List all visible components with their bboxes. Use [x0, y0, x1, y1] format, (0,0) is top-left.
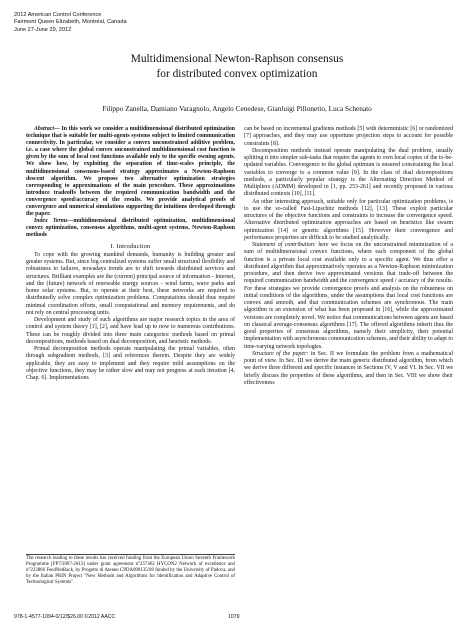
- right-paragraph-3: An other interesting approach, suitable only for particular optimization problems, is to use the so-called Fast-Lipschitz methods [12], [13]. These exploit particular structures of the objective functions and constraints to increase the convergence speed. Alternative distributed optimization approaches are based on heuristics like swarm optimization [14] or genetic algorithms [15]. However their convergence and performance properties are difficult to be studied analytically.: [244, 198, 453, 241]
- intro-paragraph-2: Development and study of such algorithms are major research topics in the area of control and system theory [1], [2], and have lead up to now to numerous contributions. These can be roughly divided into three main categories: methods based on primal decompositions, methods based on dual decomposition, and heuristic methods.: [26, 317, 235, 345]
- abstract-text: — In this work we consider a multidimensional distributed optimization technique that is suitable for multi-agents systems subject to limited communication connectivity. In particular, we consider a convex unconstrained additive problem, i.e. a case where the global convex unconstrained multidimensional cost function is given by the sum of local cost functions available only to the specific owning agents. We show how, by exploiting the separation of time-scales principle, the multidimensional consensus-based strategy approximates a Newton-Raphson descent algorithm. We propose two alternative optimization strategies corresponding to approximations of the main procedure. These approximations introduce tradeoffs between the required communication bandwidth and the convergence speed/accuracy of the results. We provide analytical proofs of convergence and numerical simulations supporting the intuitions developed through the paper.: [26, 126, 235, 218]
- contribution-paragraph: [244, 242, 453, 351]
- structure-paragraph: [244, 351, 453, 387]
- contribution-label: Statement of contribution:: [252, 242, 316, 248]
- right-column: [244, 126, 453, 387]
- page-number: 1079: [228, 614, 240, 620]
- conference-name: 2012 American Control Conference: [14, 12, 102, 18]
- copyright-line: 978-1-4577-1094-0/12/$26.00 ©2012 AACC: [14, 614, 116, 620]
- right-paragraph-1: can be based on incremental gradients methods [5] with deterministic [6] or randomized [7] approaches, and they may use opportune projection steps to account for possible constraints [8].: [244, 126, 453, 147]
- paper-title: [0, 52, 474, 81]
- contribution-text: here we focus on the unconstrained minimization of a sum of multidimensional convex functions, where each component of the global function is a private local cost available only to a specific agent. We thus offer a distributed algorithm that approximatively operates as a Newton-Raphson minimization procedure, and then derive two approximated versions that trade-off between the required communication bandwidth and the convergence speed / accuracy of the results. For these strategies we provide convergence proofs and analysis on the robustness on initial conditions of the algorithms, under the assumptions that local cost functions are convex and smooth, and that communication schemes are synchronous. The main algorithm is an extension of what has been proposed in [16], while the approximated versions are completely novel. We notice that communications between agents are based on classical average-consensus algorithms [17]. The offered algorithms inherit thus the good properties of consensus algorithms, namely their simplicity, their potential implementation with asynchronous communication schemes, and their ability to adapt to time-varying network topologies.: [244, 242, 453, 350]
- intro-paragraph-3: Primal decomposition methods operate manipulating the primal variables, often through subgradient methods, [3] and references therein. Despite they are widely applicable, they are easy to implement and they require mild assumptions on the objective functions, they may be rather slow and may not progress at each iteration [4, Chap. 6]. Implementations: [26, 346, 235, 381]
- right-paragraph-2: Decomposition methods instead operate manipulating the dual problem, usually splitting it into simpler sub-tasks that require the agents to own local copies of the to-be-updated variables. Convergence to the global optimum is ensured constraining the local variables to converge to a common value [9]. In the class of dual decompositions methods, a particularly popular strategy is the Alternating Direction Method of Multipliers (ADMM) developed in [1, pp. 253-261] and recently proposed in various distributed contexts [10], [11].: [244, 147, 453, 198]
- title-line-2: for distributed convex optimization: [156, 67, 318, 80]
- title-line-1: Multidimensional Newton-Raphson consensus: [130, 53, 344, 65]
- abstract: [26, 126, 235, 218]
- conference-dates: June 27-June 29, 2012: [14, 26, 72, 33]
- author-list: Filippo Zanella, Damiano Varagnolo, Angelo Cenedese, Gianluigi Pillonetto, Luca Schenato: [102, 104, 372, 113]
- section-heading-introduction: I. Introduction: [110, 242, 151, 250]
- left-column: [26, 126, 235, 382]
- funding-footnote: The research leading to these results has received funding from the European Union Seventh Framework Programme [FP7/2007-2013] under grant agreement n°257462 HYCON2 Network of excellence and n°223866 FeedNetBack, by Progetto di Ateneo CPDA090135/09 funded by the University of Padova, and by the Italian PRIN Project "New Methods and Algorithms for Identification and Adaptive Control of Technological Systems".: [26, 556, 235, 585]
- index-terms-text: —multidimensional distributed optimization, multidimensional convex optimization, consensus algorithms, multi-agent systems, Newton-Raphson methods: [26, 218, 235, 239]
- abstract-label: Abstract: [34, 126, 54, 132]
- structure-label: Structure of the paper:: [252, 350, 309, 357]
- conference-header: [14, 12, 194, 34]
- intro-paragraph-1: To cope with the growing mankind demands, humanity is building greater and greater systems. But, since big centralized systems suffer small structural flexibility and robustness to failures, nowadays trends are to shift towards distributed services and structures. Brilliant examples are the (current) principal source of information - Internet, and the (future) network of renewable energy sources - wind farms, wave parks and home solar systems. But, to operate at their best, these networks are required to distributedly solve complex optimization problems. Computations should thus require minimal coordination efforts, small computational and memory requirements, and do not rely on central processing units.: [26, 251, 235, 316]
- conference-location: Fairmont Queen Elizabeth, Montréal, Canada: [14, 19, 127, 26]
- index-terms-label: Index Terms: [34, 218, 68, 225]
- structure-text: in Sec. II we formulate the problem from a mathematical point of view. In Sec. III we derive the main generic distributed algorithm, from which we derive three different and specific instances in Sections IV, V and VI. In Sec. VII we briefly discuss the properties of these algorithms, and then in Sec. VIII we show their effectiveness: [244, 350, 453, 386]
- index-terms: [26, 218, 235, 239]
